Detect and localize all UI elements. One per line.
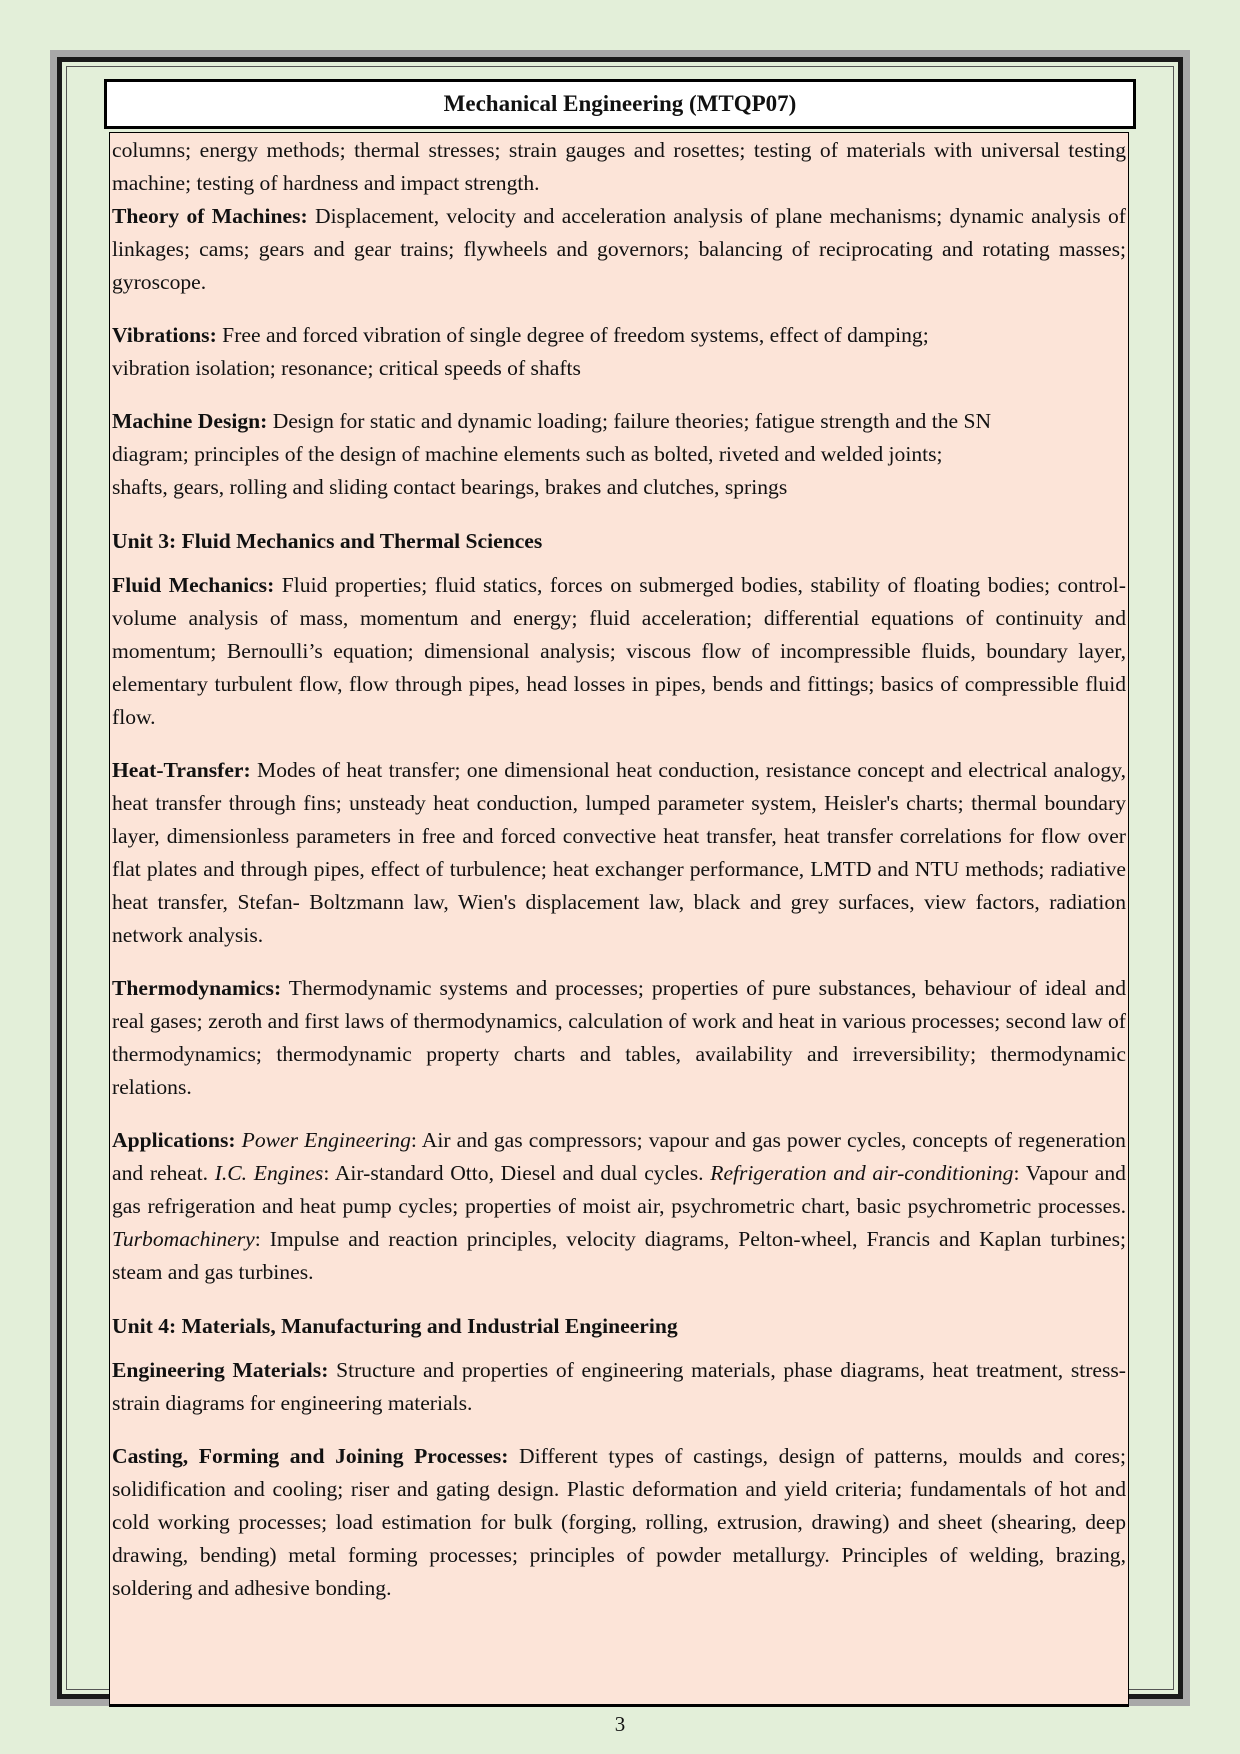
casting-label: Casting, Forming and Joining Processes: bbox=[112, 1444, 509, 1468]
casting-paragraph bbox=[112, 1440, 1126, 1605]
theory-of-machines-paragraph bbox=[112, 200, 1126, 299]
turbomachinery-label: Turbomachinery bbox=[112, 1227, 255, 1251]
intro-paragraph bbox=[112, 134, 1126, 200]
ic-engines-label: I.C. Engines bbox=[214, 1161, 324, 1185]
power-engineering-label: Power Engineering bbox=[241, 1128, 411, 1152]
bottom-rule bbox=[109, 1705, 1129, 1707]
fluid-mechanics-text: Fluid properties; fluid statics, forces on submerged bodies, stability of floating bodies; control-volume analysis of mass, momentum and energy; fluid acceleration; differential equations of continuity and momentum; Bernoulli’s equation; dimensional analysis; viscous flow of incompressible fluids, boundary layer, elementary turbulent flow, flow through pipes, head losses in pipes, bends and fittings; basics of compressible fluid flow. bbox=[112, 573, 1126, 729]
heat-transfer-text: Modes of heat transfer; one dimensional heat conduction, resistance concept and electrical analogy, heat transfer through fins; unsteady heat conduction, lumped parameter system, Heisler's charts; thermal boundary layer, dimensionless parameters in free and forced convective heat transfer, heat transfer correlations for flow over flat plates and through pipes, effect of turbulence; heat exchanger performance, LMTD and NTU methods; radiative heat transfer, Stefan- Boltzmann law, Wien's displacement law, black and grey surfaces, view factors, radiation network analysis. bbox=[112, 758, 1126, 947]
theory-of-machines-label: Theory of Machines: bbox=[112, 204, 308, 228]
applications-paragraph bbox=[112, 1124, 1126, 1289]
machine-design-line-3: shafts, gears, rolling and sliding contact bearings, brakes and clutches, springs bbox=[112, 475, 788, 499]
machine-design-line-1: Design for static and dynamic loading; failure theories; fatigue strength and the SN bbox=[267, 409, 992, 433]
refrigeration-text: : Vapour and gas refrigeration and heat pump cycles; properties of moist air, psychrometric chart, basic psychrometric processes. bbox=[112, 1161, 1126, 1218]
page-title: Mechanical Engineering (MTQP07) bbox=[443, 91, 797, 116]
turbomachinery-text: : Impulse and reaction principles, velocity diagrams, Pelton-wheel, Francis and Kaplan turbines; steam and gas turbines. bbox=[112, 1227, 1126, 1284]
engineering-materials-text: Structure and properties of engineering materials, phase diagrams, heat treatment, stress-strain diagrams for engineering materials. bbox=[112, 1358, 1126, 1415]
thermodynamics-text: Thermodynamic systems and processes; properties of pure substances, behaviour of ideal and real gases; zeroth and first laws of thermodynamics, calculation of work and heat in various processes; second law of thermodynamics; thermodynamic property charts and tables, availability and irreversibility; thermodynamic relations. bbox=[112, 976, 1126, 1099]
vibrations-line-1: Free and forced vibration of single degree of freedom systems, effect of damping; bbox=[216, 323, 929, 347]
vibrations-label: Vibrations: bbox=[112, 323, 217, 347]
thermodynamics-label: Thermodynamics: bbox=[112, 976, 282, 1000]
vibrations-paragraph bbox=[112, 319, 1126, 385]
intro-text: columns; energy methods; thermal stresses; strain gauges and rosettes; testing of materials with universal testing machine; testing of hardness and impact strength. bbox=[112, 138, 1126, 195]
heat-transfer-paragraph bbox=[112, 754, 1126, 952]
engineering-materials-label: Engineering Materials: bbox=[112, 1358, 329, 1382]
machine-design-label: Machine Design: bbox=[112, 409, 268, 433]
page-number: 3 bbox=[614, 1712, 626, 1736]
unit-4-heading: Unit 4: Materials, Manufacturing and Industrial Engineering bbox=[112, 1314, 678, 1338]
syllabus-content bbox=[109, 132, 1129, 1705]
machine-design-line-2: diagram; principles of the design of machine elements such as bolted, riveted and welded joints; bbox=[112, 442, 943, 466]
fluid-mechanics-paragraph bbox=[112, 569, 1126, 734]
fluid-mechanics-label: Fluid Mechanics: bbox=[112, 573, 275, 597]
thermodynamics-paragraph bbox=[112, 972, 1126, 1104]
vibrations-line-2: vibration isolation; resonance; critical speeds of shafts bbox=[112, 356, 581, 380]
page-title-box bbox=[104, 79, 1136, 129]
applications-label: Applications: bbox=[112, 1128, 236, 1152]
ic-engines-text: : Air-standard Otto, Diesel and dual cycles. bbox=[323, 1161, 711, 1185]
engineering-materials-paragraph bbox=[112, 1354, 1126, 1420]
heat-transfer-label: Heat-Transfer: bbox=[112, 758, 251, 782]
machine-design-paragraph bbox=[112, 405, 1126, 504]
theory-of-machines-text: Displacement, velocity and acceleration analysis of plane mechanisms; dynamic analysis of linkages; cams; gears and gear trains; flywheels and governors; balancing of reciprocating and rotating masses; gyroscope. bbox=[112, 204, 1126, 294]
refrigeration-label: Refrigeration and air-conditioning bbox=[710, 1161, 1014, 1185]
unit-3-heading: Unit 3: Fluid Mechanics and Thermal Sciences bbox=[112, 529, 543, 553]
casting-text: Different types of castings, design of patterns, moulds and cores; solidification and cooling; riser and gating design. Plastic deformation and yield criteria; fundamentals of hot and cold working processes; load estimation for bulk (forging, rolling, extrusion, drawing) and sheet (shearing, deep drawing, bending) metal forming processes; principles of powder metallurgy. Principles of welding, brazing, soldering and adhesive bonding. bbox=[112, 1444, 1126, 1600]
power-engineering-text: : Air and gas compressors; vapour and gas power cycles, concepts of regeneration and reheat. bbox=[112, 1128, 1126, 1185]
